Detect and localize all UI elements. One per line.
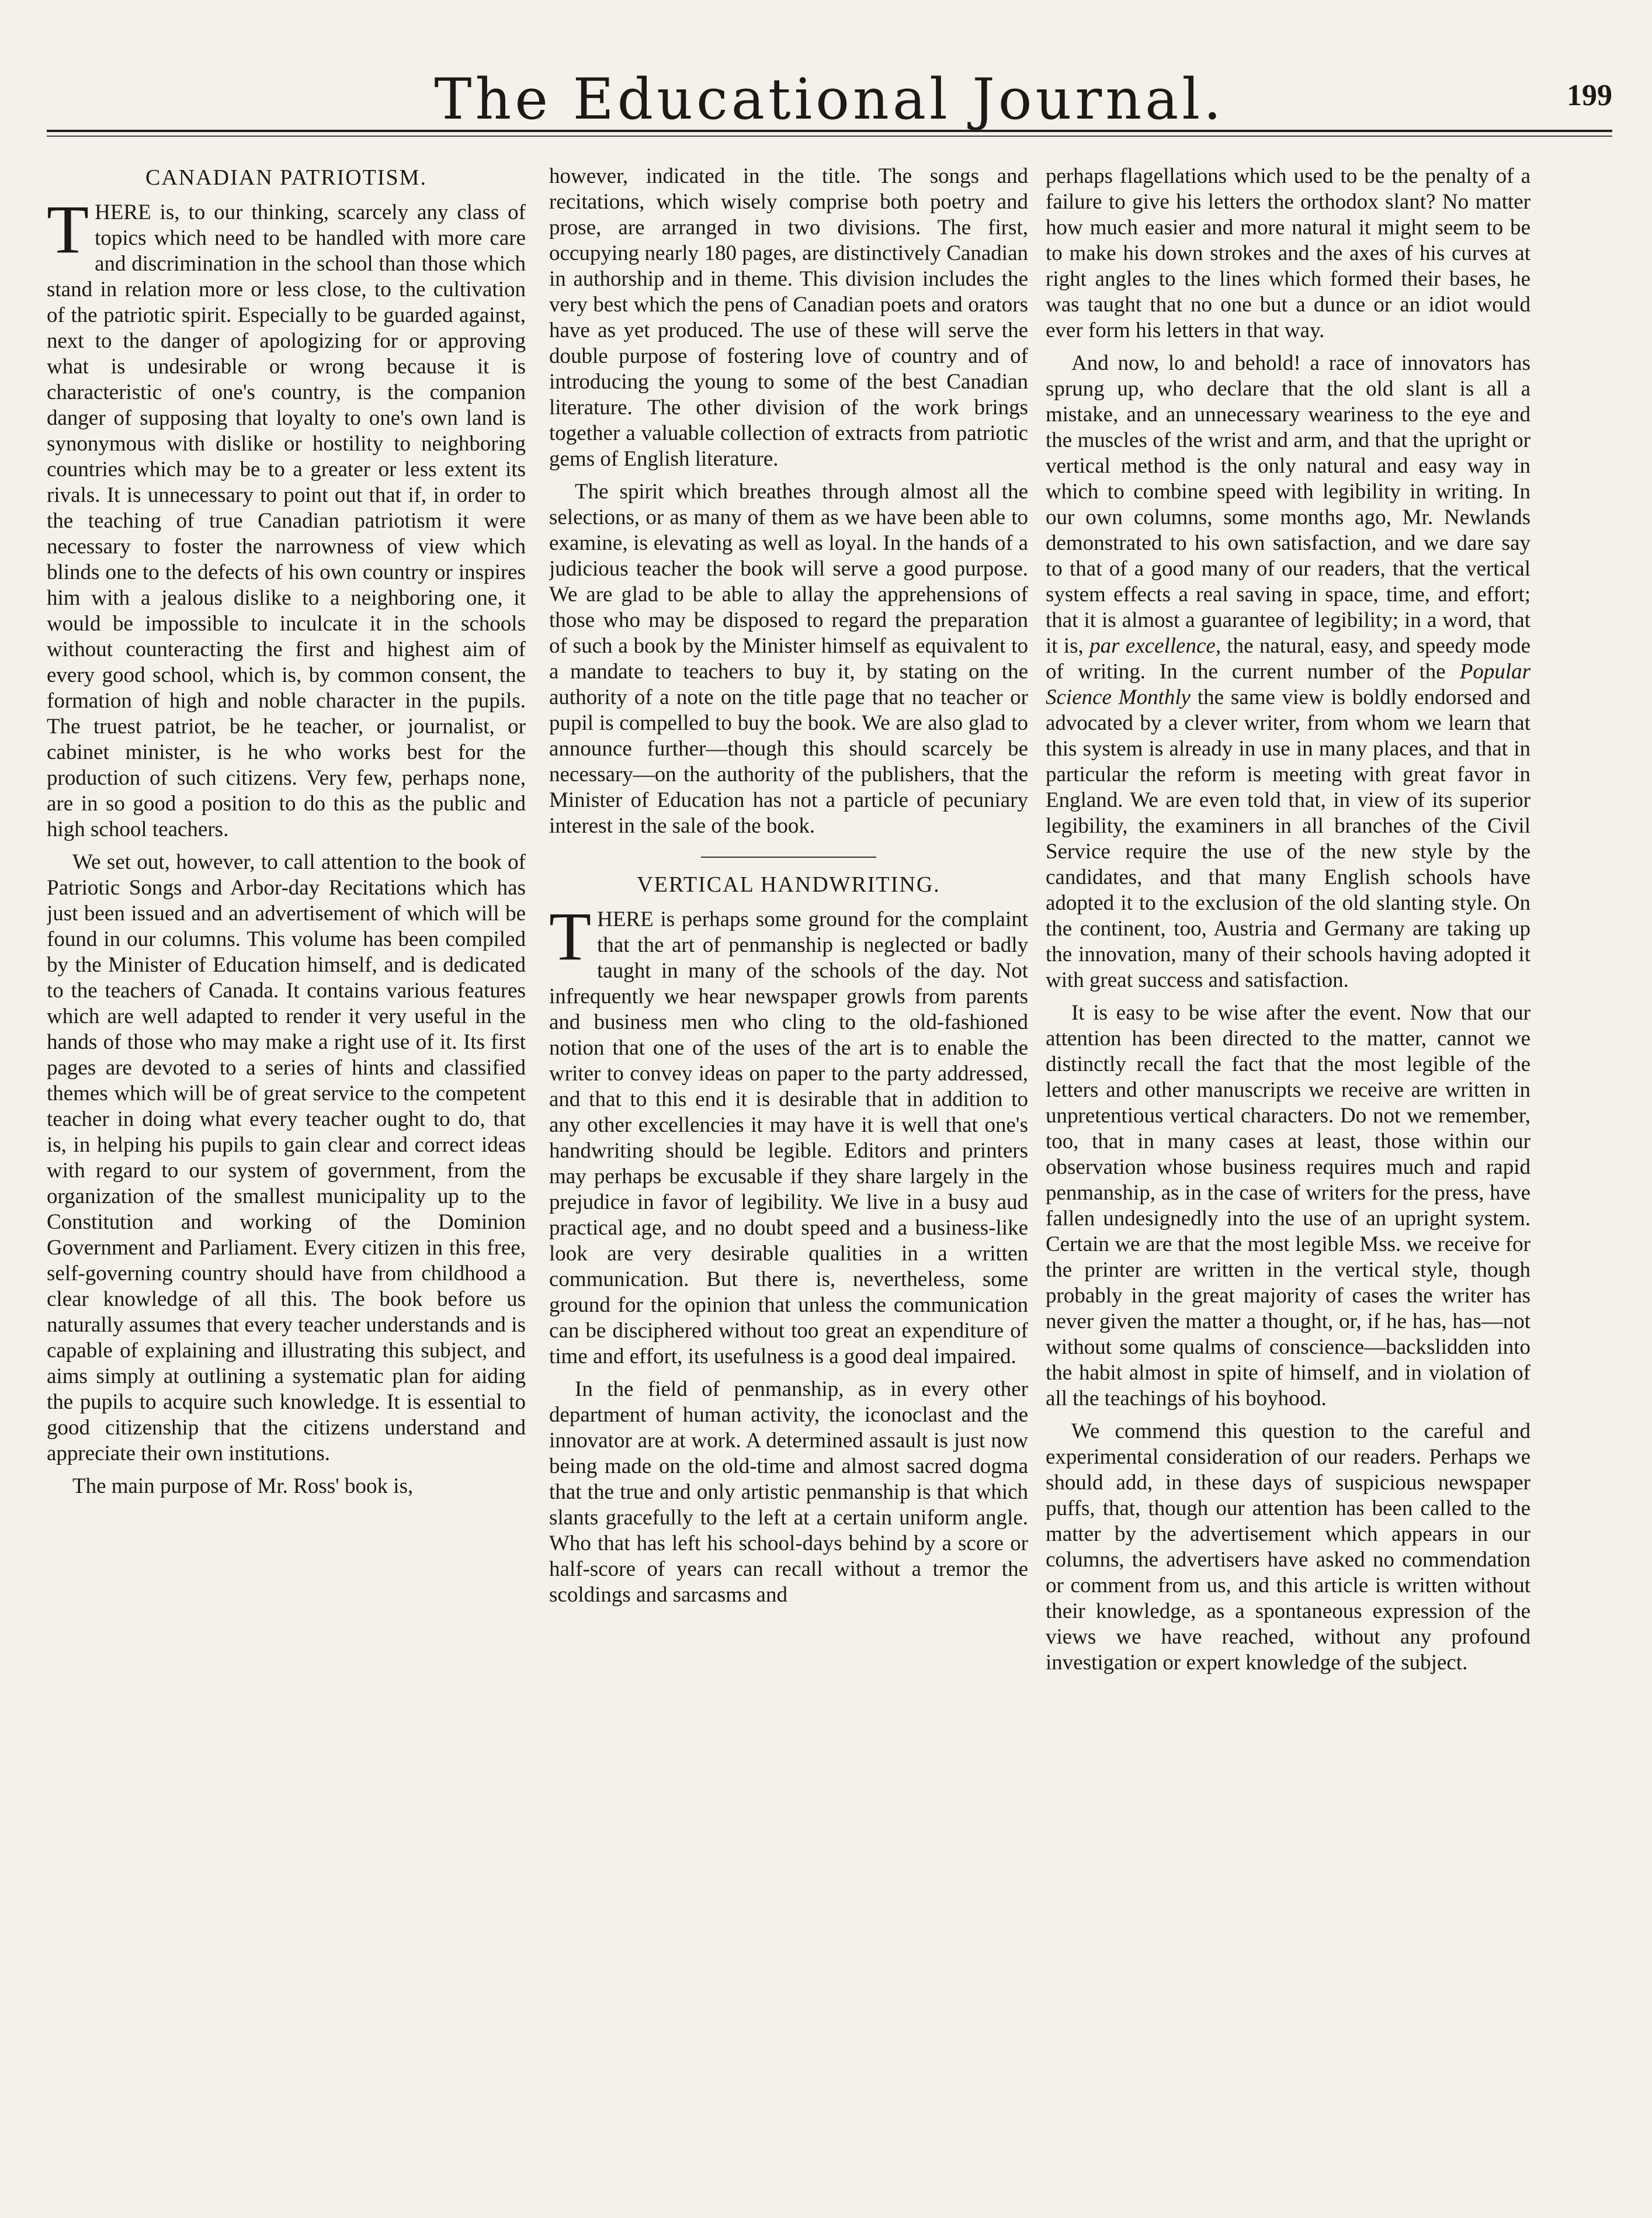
italic-title: Popular Science Monthly: [1046, 660, 1530, 709]
column-1: [47, 164, 526, 2197]
article-paragraph: It is easy to be wise after the event. Now that our attention has been directed to the matter, cannot we distinctly recall the fact that the most legible of the letters and other manuscripts we receive are written in unpretentious vertical characters. Do not we remember, too, that in many cases at least, those within our observation whose business requires much and rapid penmanship, as in the case of writers for the press, have fallen undesignedly into the use of an upright system. Certain we are that the most legible Mss. we receive for the printer are written in the vertical style, though probably in the great majority of cases the writer has never given the matter a thought, or, if he has, has—not without some qualms of conscience—backslidden into the habit almost in spite of himself, and in violation of all the teachings of his boyhood.: [1046, 1001, 1530, 1410]
article-paragraph-continuation: however, indicated in the title. The songs and recitations, which wisely comprise both poetry and prose, are arranged in two divisions. The first, occupying nearly 180 pages, are distinctively Canadian in authorship and in theme. This division includes the very best which the pens of Canadian poets and orators have as yet produced. The use of these will serve the double purpose of fostering love of country and of introducing the young to some of the best Canadian literature. The other division of the work brings together a valuable collection of extracts from patriotic gems of English literature.: [549, 164, 1028, 471]
article-paragraph: And now, lo and behold! a race of innovators has sprung up, who declare that the old slant is all a mistake, and an unnecessary weariness to the eye and the muscles of the wrist and arm, and that the upright or vertical method is the only natural and easy way in which to combine speed with legibility in writing. In our own columns, some months ago, Mr. Newlands demonstrated to his own satisfaction, and we dare say to that of a good many of our readers, that the vertical system effects a real saving in space, time, and effort; that it is almost a guarantee of legibility; in a word, that it is, par excellence, the natural, easy, and speedy mode of writing. In the current number of the Popular Science Monthly the same view is boldly endorsed and advocated by a clever writer, from whom we learn that this system is already in use in many places, and that in particular the reform is meeting with great favor in England. We are even told that, in view of its superior legibility, the examiners in all branches of the Civil Service require the use of the new style by the candidates, and that many English schools have adopted it to the exclusion of the old slanting style. On the continent, too, Austria and Germany are taking up the innovation, many of their schools having adopted it with great success and satisfaction.: [1046, 351, 1530, 992]
article-separator: [701, 857, 876, 858]
article-paragraph: We commend this question to the careful and experimental consideration of our readers. Perhaps we should add, in these days of suspicious newspaper puffs, that, though our attention has been called to the matter by the advertisement which appears in our columns, the advertisers have asked no commendation or comment from us, and this article is written without their knowledge, as a spontaneous expression of the views we have reached, without any profound investigation or expert knowledge of the subject.: [1046, 1419, 1530, 1675]
article-paragraph-continued: The main purpose of Mr. Ross' book is,: [72, 1474, 414, 1498]
column-2: [549, 164, 1028, 2197]
masthead-rule-thick: [47, 130, 1612, 132]
article-paragraph: The spirit which breathes through almost all the selections, or as many of them as we have been able to examine, is elevating as well as loyal. In the hands of a judicious teacher the book will serve a good purpose. We are glad to be able to allay the apprehensions of those who may be disposed to regard the preparation of such a book by the Minister himself as equivalent to a mandate to teachers to buy it, by stating on the authority of a note on the title page that no teacher or pupil is compelled to buy the book. We are also glad to announce further—though this should scarcely be necessary—on the authority of the publishers, that the Minister of Education has not a particle of pecuniary interest in the sale of the book.: [549, 480, 1028, 838]
italic-phrase: par excellence,: [1089, 634, 1221, 658]
article-paragraph: In the field of penmanship, as in every other department of human activity, the iconoclast and the innovator are at work. A determined assault is just now being made on the old-time and almost sacred dogma that the true and only artistic penmanship is that which slants gracefully to the left at a certain uniform angle. Who that has left his school-days behind by a score or half-score of years can recall without a tremor the scoldings and sarcasms and: [549, 1377, 1028, 1607]
article-paragraph: We set out, however, to call attention to the book of Patriotic Songs and Arbor-day Recitations which has just been issued and an advertisement of which will be found in our columns. This volume has been compiled by the Minister of Education himself, and is dedicated to the teachers of Canada. It contains various features which are well adapted to render it very useful in the hands of those who may make a right use of it. Its first pages are devoted to a series of hints and classified themes which will be of great service to the competent teacher in doing what every teacher ought to do, that is, in helping his pupils to gain clear and correct ideas with regard to our system of government, from the organization of the smallest municipality up to the Constitution and working of the Dominion Government and Parliament. Every citizen in this free, self-governing country should have from childhood a clear knowledge of all this. The book before us naturally assumes that every teacher understands and is capable of explaining and illustrating this subject, and aims simply at outlining a systematic plan for aiding the pupils to acquire such knowledge. It is essential to good citizenship that the citizens understand and appreciate their own institutions.: [47, 850, 526, 1465]
article-paragraph: THERE is, to our thinking, scarcely any class of topics which need to be handled with more care and discrimination in the school than those which stand in relation more or less close, to the cultivation of the patriotic spirit. Especially to be guarded against, next to the danger of apologizing for or approving what is undesirable or wrong because it is characteristic of one's country, is the companion danger of supposing that loyalty to one's own land is synonymous with dislike or hostility to neighboring countries which may be to a greater or less extent its rivals. It is unnecessary to point out that if, in order to the teaching of true Canadian patriotism it were necessary to foster the narrowness of view which blinds one to the defects of his own country or inspires him with a jealous dislike to a neighboring one, it would be impossible to inculcate it in the schools without counteracting the first and highest aim of every good school, which is, by common consent, the formation of high and noble character in the pupils. The truest patriot, be he teacher, or journalist, or cabinet minister, is he who works best for the production of such citizens. Very few, perhaps none, are in so good a position to do this as the public and high school teachers.: [47, 191, 526, 841]
masthead: [47, 67, 1612, 132]
drop-cap: T: [47, 191, 89, 268]
article-title-vertical-handwriting: VERTICAL HANDWRITING.: [637, 872, 940, 897]
page-number: 199: [1567, 79, 1612, 112]
article-paragraph: THERE is perhaps some ground for the complaint that the art of penmanship is neglected or badly taught in many of the schools of the day. Not infrequently we hear newspaper growls from parents and business men who cling to the old-fashioned notion that one of the uses of the art is to enable the writer to convey ideas on paper to the party addressed, and that to this end it is desirable that in addition to any other excellencies it may have it is well that one's handwriting should be legible. Editors and printers may perhaps be excusable if they share largely in the prejudice in favor of legibility. We live in a busy aud practical age, and no doubt speed and a business-like look are very desirable qualities in a written communication. But there is, nevertheless, some ground for the opinion that unless the communication can be disciphered without too great an expenditure of time and effort, its usefulness is a good deal impaired.: [549, 898, 1028, 1368]
article-paragraph-continuation: perhaps flagellations which used to be the penalty of a failure to give his letters the orthodox slant? No matter how much easier and more natural it might seem to be to make his down strokes and the axes of his curves at right angles to the lines which formed their bases, he was taught that no one but a dunce or an idiot would ever form his letters in that way.: [1046, 164, 1530, 342]
drop-cap: T: [549, 898, 592, 975]
column-3: [1046, 164, 1530, 2197]
masthead-title: The Educational Journal.: [434, 67, 1225, 132]
masthead-rule-thin: [47, 136, 1612, 137]
article-title-canadian-patriotism: CANADIAN PATRIOTISM.: [145, 165, 427, 190]
